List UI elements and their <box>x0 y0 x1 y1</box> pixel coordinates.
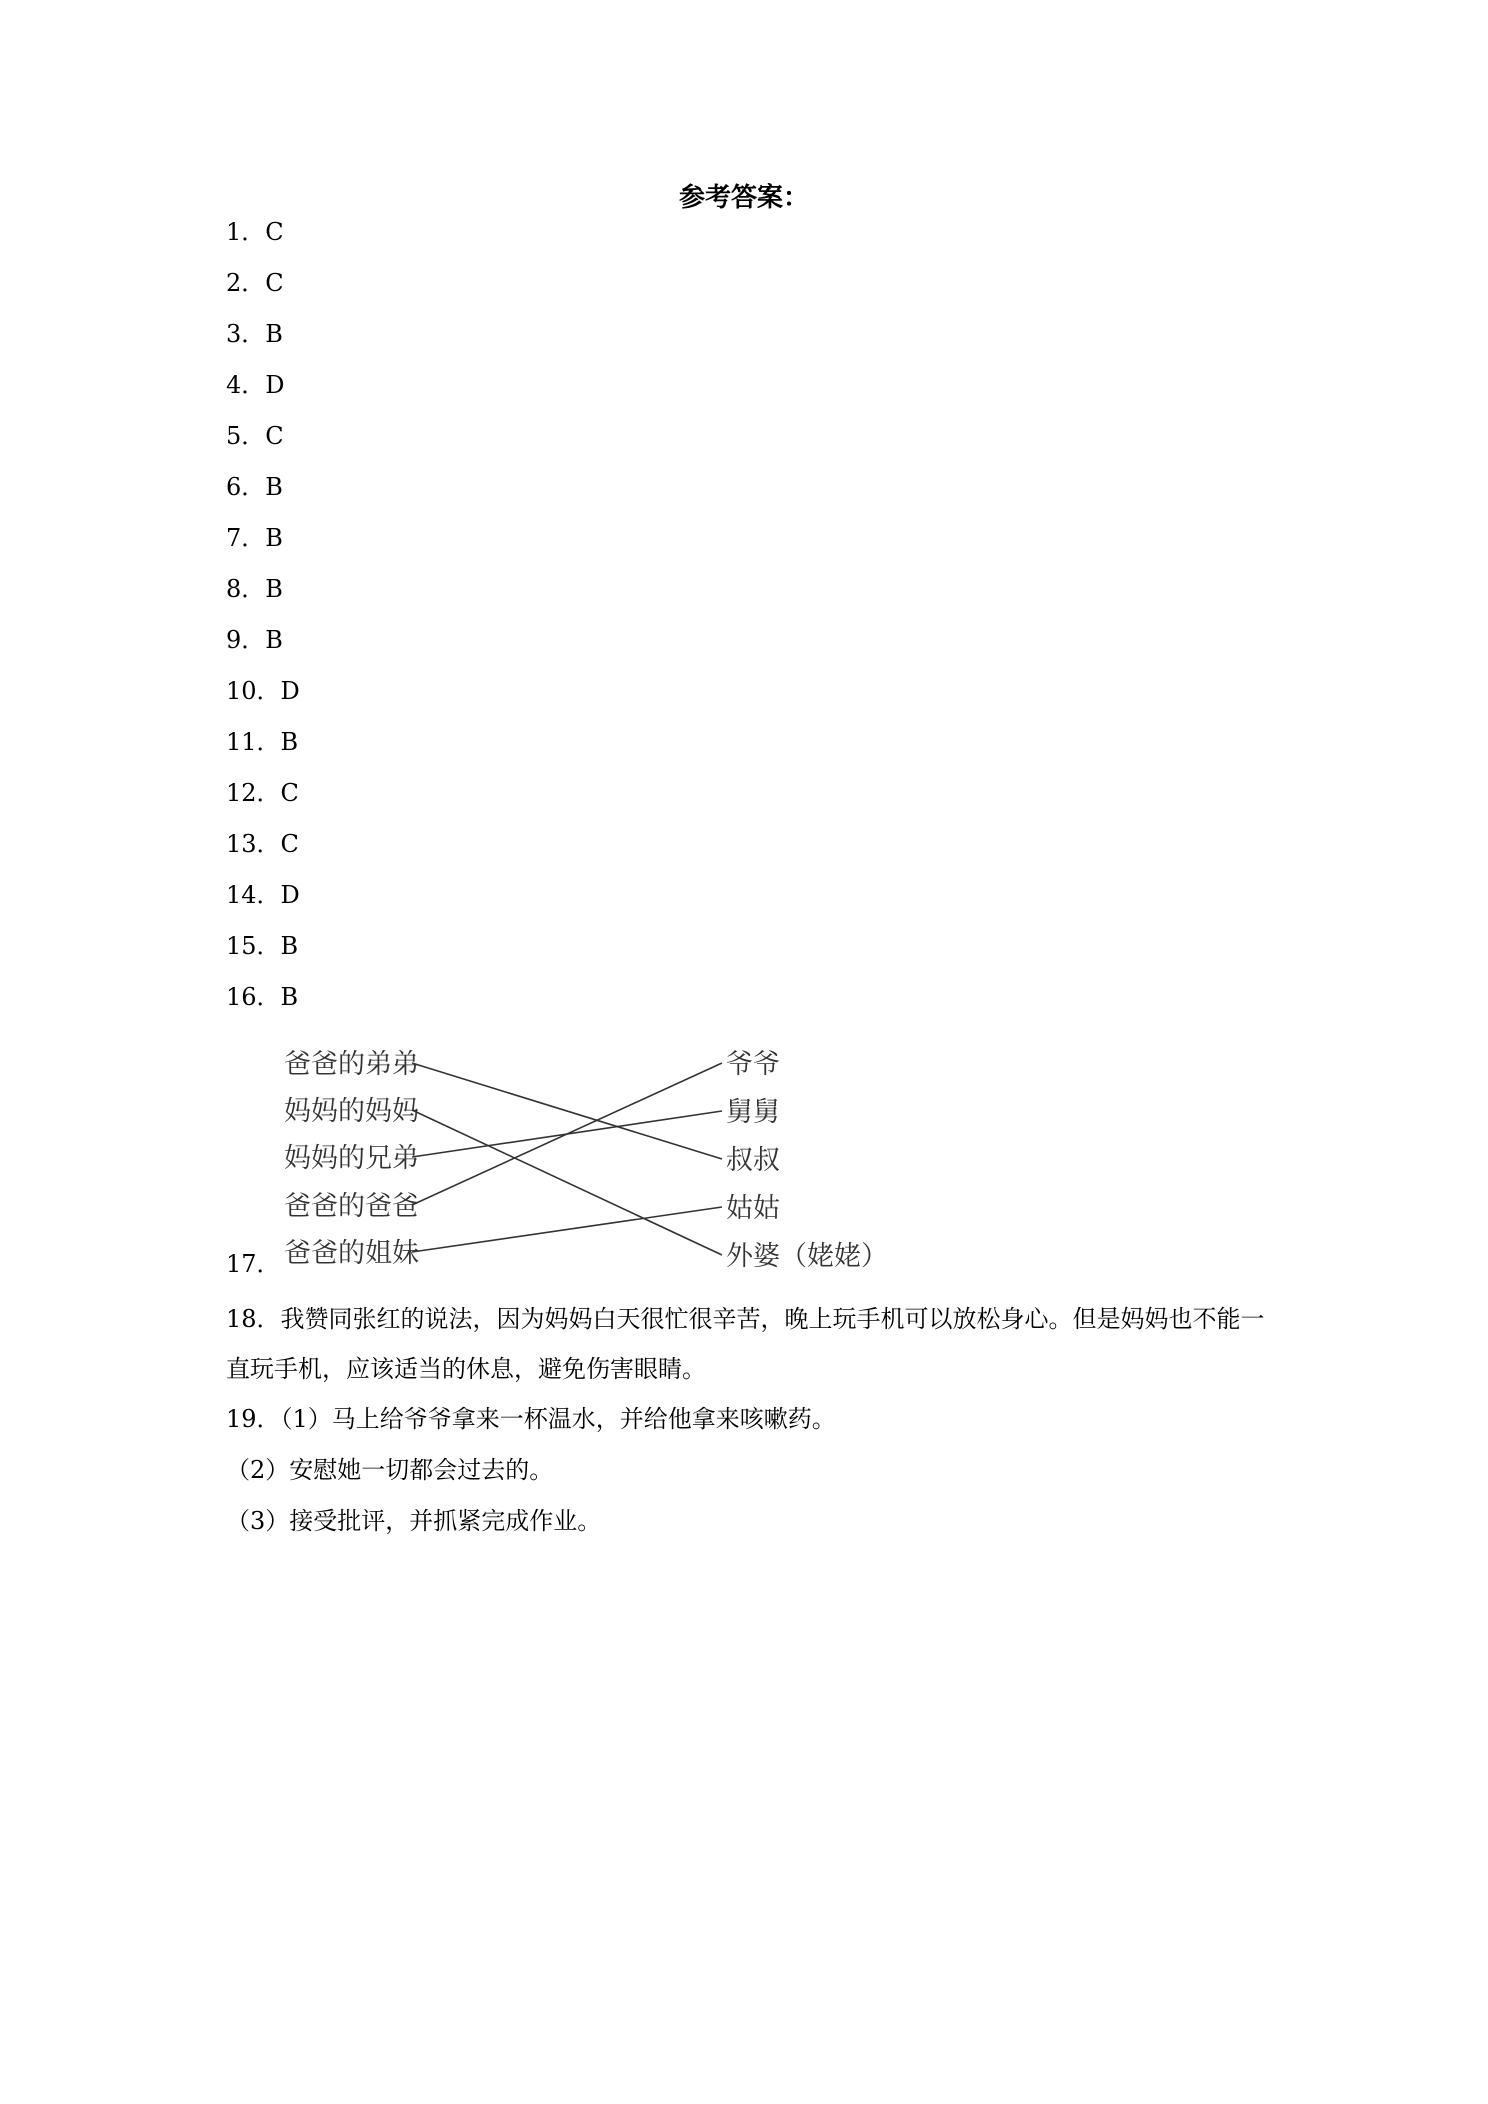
answer-9: 9．B <box>226 626 283 654</box>
matching-diagram <box>270 1035 890 1280</box>
right-item-4: 姑姑 <box>726 1193 780 1224</box>
match-line-1 <box>412 1063 722 1159</box>
left-item-1: 爸爸的弟弟 <box>284 1049 419 1080</box>
answer-15: 15．B <box>226 932 299 960</box>
page-title: 参考答案： <box>678 183 809 213</box>
right-item-3: 叔叔 <box>726 1145 780 1176</box>
answer-13: 13．C <box>226 830 299 858</box>
answer-7: 7．B <box>226 524 283 552</box>
left-item-2: 妈妈的妈妈 <box>284 1096 419 1127</box>
right-item-5: 外婆（姥姥） <box>726 1241 888 1272</box>
match-line-5 <box>412 1207 722 1252</box>
right-item-1: 爷爷 <box>726 1049 780 1080</box>
answer-3: 3．B <box>226 320 283 348</box>
answer-14: 14．D <box>226 881 300 909</box>
match-line-2 <box>412 1110 722 1255</box>
answer-12: 12．C <box>226 779 299 807</box>
right-item-2: 舅舅 <box>726 1097 780 1128</box>
answer-19-part-3: （3）接受批评，并抓紧完成作业。 <box>226 1507 602 1535</box>
answer-11: 11．B <box>226 728 299 756</box>
matching-lines <box>412 1063 722 1255</box>
answer-10: 10．D <box>226 677 300 705</box>
answer-19-part-1: 19．（1）马上给爷爷拿来一杯温水，并给他拿来咳嗽药。 <box>226 1405 836 1433</box>
left-item-3: 妈妈的兄弟 <box>284 1143 419 1174</box>
answer-6: 6．B <box>226 473 283 501</box>
match-line-4 <box>412 1063 722 1205</box>
answer-18: 18．我赞同张红的说法，因为妈妈白天很忙很辛苦，晚上玩手机可以放松身心。但是妈妈也不能一直玩手机，应该适当的休息，避免伤害眼睛。 <box>226 1305 1265 1383</box>
left-item-5: 爸爸的姐妹 <box>284 1238 419 1269</box>
answer-19-part-2: （2）安慰她一切都会过去的。 <box>226 1456 554 1484</box>
answer-2: 2．C <box>226 269 284 297</box>
left-item-4: 爸爸的爸爸 <box>284 1191 419 1222</box>
answer-17-number: 17． <box>226 1250 281 1278</box>
answer-8: 8．B <box>226 575 283 603</box>
answer-4: 4．D <box>226 371 285 399</box>
answer-5: 5．C <box>226 422 284 450</box>
answer-1: 1．C <box>226 218 284 246</box>
answer-16: 16．B <box>226 983 299 1011</box>
